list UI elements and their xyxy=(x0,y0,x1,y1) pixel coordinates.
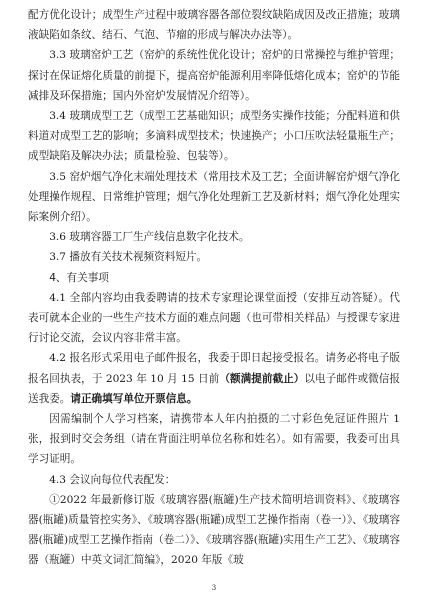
paragraph-3-6: 3.6 玻璃容器工厂生产线信息数字化技术。 xyxy=(49,231,250,244)
paragraph-4-2 xyxy=(28,348,400,409)
paragraph-4-2-text-2: 以电子邮件或微信报送我委。 xyxy=(28,372,401,405)
paragraph-3-5: 3.5 窑炉烟气净化末端处理技术（常用技术及工艺；全面讲解窑炉烟气净化处理操作规程、日常维护管理；烟气净化处理新工艺及新材料；烟气净化处理实际案例介绍）。 xyxy=(28,170,400,224)
invoice-notice: 请正确填写单位开票信息。 xyxy=(70,392,198,405)
paragraph-3-2-continued: 配方优化设计；成型生产过程中玻璃容器各部位裂纹缺陷成因及改正措施；玻璃液缺陷如条纹、结石、气泡、节瘤的形成与解决办法等）。 xyxy=(28,9,400,42)
paragraph-4-3: 4.3 会议向每位代表配发： xyxy=(49,473,176,486)
section-heading-4: 4、有关事项 xyxy=(49,271,109,284)
paragraph-3-7: 3.7 播放有关技术视频资料短片。 xyxy=(49,251,208,264)
paragraph-4-2-text: 4.2 报名形式采用电子邮件报名，我委于即日起接受报名。请务必将电子版报名回执表，于 2023 年 10 月 15 日前 xyxy=(28,352,400,385)
paragraph-materials-list: ①2022 年最新修订版《玻璃容器(瓶罐)生产技术简明培训资料》、《玻璃容器(瓶罐)质量管控实务》、《玻璃容器(瓶罐)成型工艺操作指南（卷一）》、《玻璃容器(瓶罐)成型工艺操作指南（卷二）》、《玻璃容器(瓶罐)实用生产工艺》、《玻璃容器（瓶罐）中英文词汇简编》，2020 年版《玻 xyxy=(28,493,400,567)
paragraph-photo-requirement: 因需编制个人学习档案，请携带本人年内拍摄的二寸彩色免冠证件照片 1 张，报到时交会务组（请在背面注明单位名称和姓名）。如有需要，我委可出具学习证明。 xyxy=(28,413,400,466)
paragraph-4-1: 4.1 全部内容均由我委聘请的技术专家理论课堂面授（安排互动答疑）。代表可就本企业的一些生产技术方面的难点问题（也可带相关样品）与授课专家进行讨论交流，会议内容非常丰富。 xyxy=(28,291,400,345)
paragraph-3-3: 3.3 玻璃窑炉工艺（窑炉的系统性优化设计；窑炉的日常操控与维护管理；探讨在保证熔化质量的前提下，提高窑炉能源利用率降低熔化成本；窑炉的节能减排及环保措施；国内外窑炉发展情况介绍等）。 xyxy=(28,49,400,102)
deadline-note: （额满提前截止） xyxy=(219,372,305,385)
page-number: 3 xyxy=(211,584,217,592)
paragraph-3-4: 3.4 玻璃成型工艺（成型工艺基础知识；成型务实操作技能；分配料道和供料道对成型工艺的影响；多滴料成型技术；快速换产；小口压吹法轻量瓶生产；成型缺陷及解决办法；质量检验、包装等）。 xyxy=(28,110,400,163)
